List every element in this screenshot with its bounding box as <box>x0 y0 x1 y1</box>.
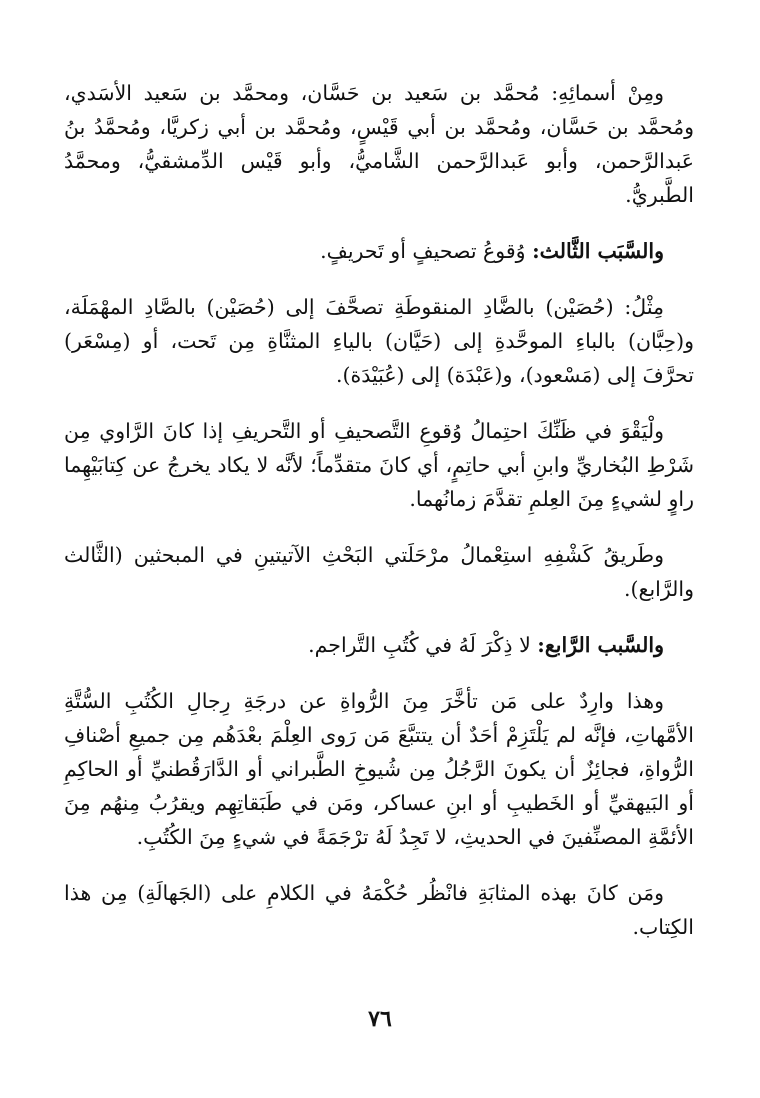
paragraph-text: لا ذِكْرَ لَهُ في كُتُبِ التَّراجم. <box>308 633 538 657</box>
paragraph-explanation <box>64 684 694 854</box>
paragraph-method <box>64 538 694 606</box>
page-number: ٧٦ <box>368 1006 392 1032</box>
paragraph-text: ومَن كانَ بهذه المثابَةِ فانْظُر حُكْمَهُ في الكلامِ على (الجَهالَةِ) مِن هذا الكِتاب. <box>64 881 694 939</box>
paragraph-text: وطَريقُ كَشْفِهِ استِعْمالُ مرْحَلَتي البَحْثِ الآتيتينِ في المبحثين (الثَّالث والرَّابع). <box>64 543 694 601</box>
section-heading: والسَّبَب الثَّالث: <box>532 239 664 263</box>
paragraph-conclusion <box>64 876 694 944</box>
paragraph-probability <box>64 414 694 516</box>
paragraph-examples <box>64 290 694 392</box>
paragraph-text: وهذا وارِدٌ على مَن تأخَّرَ مِنَ الرُّواةِ عن درجَةِ رِجالِ الكُتُبِ السُّتَّةِ الأمَّهاتِ، فإنَّه لم يَلْتَزِمْ أحَدٌ أن يتتبَّعَ مَن رَوى العِلْمَ بعْدَهُم مِن جميعِ أصْنافِ الرُّواةِ، فجائِزٌ أن يكونَ الرَّجُلُ مِن شُيوخِ الطَّبراني أو الدَّارَقُطنيِّ أو الحاكِمِ أو البَيهقيِّ أو الخَطيبِ أو ابنِ عساكر، ومَن في طَبَقاتِهِم ويقرُبُ مِنهُم مِنَ الأئمَّةِ المصنِّفينَ في الحديثِ، لا تَجِدُ لَهُ ترْجَمَةً في شيءٍ مِنَ الكُتُبِ. <box>64 689 694 849</box>
paragraph-fourth-reason <box>64 628 694 662</box>
paragraph-names-list <box>64 76 694 212</box>
paragraph-text: مِثْلُ: (حُصَيْن) بالضَّادِ المنقوطَةِ تصحَّفَ إلى (حُصَيْن) بالصَّادِ المهْمَلَة، و(حِبَّان) بالباءِ الموحَّدةِ إلى (حَيَّان) بالياءِ المثنَّاةِ مِن تَحت، أو (مِسْعَر) تحرَّفَ إلى (مَسْعود)، و(عَبْدَة) إلى (عُبَيْدَة). <box>64 295 694 387</box>
paragraph-text: ولْيَقْوَ في ظَنِّكَ احتِمالُ وُقوعِ التَّصحيفِ أو التَّحريفِ إذا كانَ الرَّاوي مِن شَرْطِ البُخاريِّ وابنِ أبي حاتِمٍ، أي كانَ متقدِّماً؛ لأنَّه لا يكاد يخرجُ عن كِتابَيْهِما راوٍ لشيءٍ مِنَ العِلمِ تقدَّمَ زمانُهما. <box>64 419 694 511</box>
paragraph-third-reason <box>64 234 694 268</box>
paragraph-text: ومِنْ أسمائِهِ: مُحمَّد بن سَعيد بن حَسَّان، ومحمَّد بن سَعيد الأسَدي، ومُحمَّد بن حَسَّان، ومُحمَّد بن أبي قَيْسٍ، ومُحمَّد بن أبي زكريَّا، ومُحمَّدُ بنُ عَبدالرَّحمن، وأبو عَبدالرَّحمن الشَّاميُّ، وأبو قَيْس الدِّمشقيُّ، ومحمَّدُ الطَّبريُّ. <box>64 81 694 207</box>
section-heading: والسَّبب الرَّابع: <box>537 633 664 657</box>
document-page <box>64 76 694 966</box>
paragraph-text: وُقوعُ تصحيفٍ أو تَحريفٍ. <box>320 239 533 263</box>
